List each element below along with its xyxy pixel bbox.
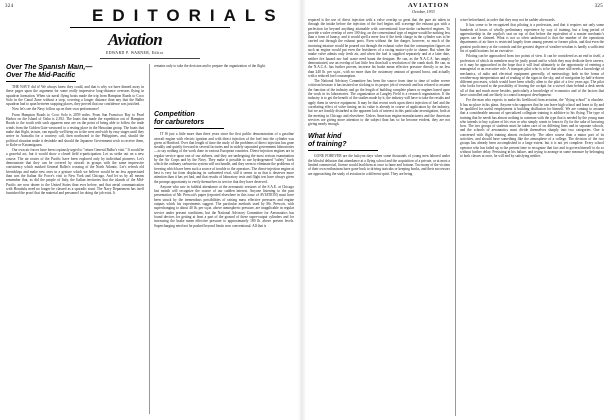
left-page — [0, 0, 300, 420]
paragraph: Anyone who saw in faithful attendance at the aeronautic sessions of the S.A.E. at Chicago last month will recognize the source of our sudden interest. Anyone listening to the past presentation of Mr. Prescott's paper (reported elsewhere in this issue of AVIATION) must have been struck by the tremendous possibilities of raising mass effective pressures and engine outputs which his experiments suggest. The particular methods used by Mr. Prescott, with superchanging to about 40 lb. per sq.in. above atmospheric pressure, are inapplicable in regular service under present conditions, but the National Advisory Committee for Aeronautics has found devices for getting at least a part of the ground of these super-output cylinders and for increasing the brake mean effective pressure to approximately 180 lb. above present levels. Supercharging need not be pushed beyond limits now conventional. All that is — [154, 184, 294, 228]
page-number: 325 — [594, 4, 603, 9]
paragraph: wiser beforehand, in order that they may not be sadder afterwards. — [460, 18, 556, 22]
left-column-1 — [6, 64, 144, 416]
right-column-1 — [308, 18, 450, 416]
running-head: AVIATION — [408, 2, 450, 9]
paragraph: Our own air forces have been copiously urged to "return General Balbo's visit." It would be a graceful act, but it would show a closed field a-participation. Let us strike out on a new course. The air routes of the Pacific have been explored only by individual pioneers. Let's demonstrate that they can be covered by aircraft in groups with the same impressive consistency which marked General Balbo's crossing of the North Atlantic. Let's refresh old friendships and make new ones in a gesture which we believe would be no less appreciated than was the Italian Air Force's visit to New York and Chicago. And let us by all means remember that, as did the people of Italy, the Italian territories that the islands of the Mid-Pacific are now dearer to the United States than ever before, and that aerial communication with Honolulu need no longer be classed as a sporadic stunt. The Navy Department has itself furnished the proof that the material and personnel for doing the job exist. It — [6, 148, 144, 196]
paragraph: GONE FOREVER are the halcyon days when some thousands of young men labored under the blissful delusion that attendance at a flying school and the acquisition of a private, or at most a limited commercial, license would lead them at once to fame and fortune. Too many of the victims of their own enthusiasm have gone back to driving taxicabs or keeping books, and their successors are approaching the study of aviation in a different spirit. They are being — [308, 154, 450, 176]
column-divider — [149, 64, 150, 414]
headline-rule — [6, 81, 76, 82]
column-divider — [455, 18, 456, 416]
editor-credit: EDWARD P. WARNER, Editor — [106, 51, 164, 55]
headline-rule — [154, 128, 224, 129]
paragraph: IT IS just a little more than three years since the first public demonstration of a gasoline aircraft engine with electric ignition and with direct injection of the fuel into the cylinder was given at Hartford. Over that length of time the study of the problems of direct injection has gone steadily and quietly forward in several factories and in widely separated government laboratories—to say nothing of the work done in various European countries. Direct-injection engines are in regular service upon one of our airlines, and they are undergoing the most serious examination by the Air Corps and by the Navy. They make it possible to use hydrogenated "safety" fuels which the ordinary carburetor system will not handle, and they seem to eliminate the problems of freezing which have been such a source of trouble to the operators. The direct-injection engine at best is very far from displacing its carbureted rival, still it seems to us that it deserves more attention than it has yet had, and that results of laboratory tests and flight test have always given the prompt opportunity to verify themselves in service that they have deserved. — [154, 132, 294, 184]
left-column-2 — [154, 64, 294, 416]
article-headline: Over The Spanish Main,— Over The Mid-Pacific — [6, 64, 93, 79]
right-column-2 — [460, 18, 604, 416]
paragraph: Now let's see the Navy follow up on their own performance! — [12, 107, 100, 112]
page-number: 324 — [5, 4, 14, 9]
paragraph: The National Advisory Committee has been the source from time to time of rather severe criticism because it has insisted on sticking to its proper job of research and has refused to assume the function of the industry and go the length of building complete planes or engines based upon the work in its laboratories. The organization at Langley Field is a research organization. If the industry is to get the benefit of the studies made by it, the industry will have to take the results and apply them in service equipment. It may be that recent work upon direct injection of fuel and the correlating effect of valve timing on its value is already in course of application by the industry, but we are frankly disturbed at the apparent lack of interest in this particular investigation, both at the meeting in Chicago and elsewhere. Unless American engine manufacturers and the American services are giving more attention to the subject than has so far become evident, they are not giving nearly enough. — [308, 79, 450, 127]
paragraph: Piloting can be approached from two points of view. It can be considered as an end in itself, a profession of which its members may be justly proud and to which they may dedicate their careers, or it may be approached in the hope that it will lead ultimately to the opportunity of entering a managerial or an executive role. A transport pilot who is to be that alone still needs a knowledge of mechanics, of radio and electrical equipment generally, of meteorology both in the forms of weather-map interpretation and of reading of the signs in the sky, and of navigation by half-a-dozen different processes, which would have been wholly alien to the pilot of a few years ago. The pilot who looks forward to the possibility of leaving the cockpit for a swivel chair behind a desk needs all of that and much more besides, particularly a knowledge of economics and of the factors that have controlled and are likely to control transport development. — [460, 54, 604, 98]
paragraph: For the man who expects to make his livelihood from aviation, the "flying school" is obsolete. It has no place in his plans. Anyone who supposes that he can leave high school and learn to fly and be qualified for useful employment is building disillusion for himself. We are coming to assume that a considerable amount of specialized collegiate training is additive to his flying. The type of training that he needs has almost nothing in common with the type that is needed by the young man who intends to buy a plane of his own or who simply wants to learn to fly for the sake of knowing how. The two groups of students must be taken care of on differing lines and in separate schools, and the schools of aeronautics must divide themselves sharply into two categories. One is concerned with flight training almost exclusively. The other course than a minor part of its activities, and should have something like the atmosphere of a college. The division of the two groups has already been accomplished to a large extent, but it is not yet complete. Every school operator who has failed up to the present time to recognize that fact and to govern himself to do so without further delay. Persisting in his failure, and trying to arrange in some measure by belonging to both classes at once, he will end by satisfying neither. — [460, 98, 604, 159]
aviation-logo: Aviation — [108, 30, 163, 49]
article-headline: What kind of training? — [308, 133, 347, 149]
paragraph: required is the use of direct injection with a valve overlap so great that the pure air taken in through the intake before the injection of the fuel begins will scavenge the exhaust gas with a perfection far beyond anything attainable with conventional four-stroke carbureted engines. To provide a valve overlap of over 100 deg. on the conventional type of engine would be nothing less than a form of lunacy, and it would spell a mere loss if the fresh charge in the cylinder was to be carried out through the exhaust ports. Even without the fire danger, however, so much of the incoming mixture would be poured out through the exhaust valve that the consumption figures on such an engine would put even the lavishness of a racing motor-cycle to shame. But when the intake valve admits only fresh air, and when the fuel is supplied separately and at a later date, neither fire hazard nor fuel waste need haunt the designer. He can, as the N.A.C.A. has amply demonstrated, use an overlap of last little less than half a revolution of the crank shaft. He can, as the N.A.C.A. has further proven, increase his brake mean effective pressure directly to no less than 240 lb. per sq.in., with no more than the customary amount of ground boost, and actually with a reduced fuel consumption. — [308, 18, 450, 78]
masthead-rule-lower — [100, 58, 200, 59]
paragraph: THE NAVY did it! We always knew they could, and that is why we have dinned away in these pages upon the argument for some really impressive long-distance overseas flying in squadron formation. When six naval flying boats made the trip from Hampton Roads to Coco Solo in the Canal Zone without a stop, covering a longer distance than any that the Balbo squadron had to span between stopping places, they proved that our confidence was justified. — [6, 85, 144, 107]
headline-rule — [308, 150, 378, 151]
paragraph: remains only to take the decision and to prepare the organization of the flight. — [154, 64, 266, 68]
masthead-rule — [70, 27, 230, 28]
issue-date: October, 1933 — [412, 9, 435, 14]
paragraph: From Hampton Roads to Coco Solo is 2059 miles. From San Francisco Bay to Pearl Harbor on the Island of Oahu is 2,392. The boats that made the expedition out of Hampton Roads to the south with such apparent ease are on the point of being able to follow the trade winds from the Golden Gate westward to a resting place in the Hawaiian group. The boats that make that flight, in turn, can equally well keep on to the west and with by easy stages until they arrive in Australia for a courtesy call, then northward to the Philippines, and, should the political situation make it desirable and should the Japanese Government wish to receive them, to Kobe or Kasumigaura. — [6, 112, 144, 147]
right-page — [304, 0, 608, 420]
section-title: EDITORIALS — [92, 6, 285, 25]
article-headline: Competition for carburetors — [154, 111, 205, 127]
paragraph: It has come to be recognized that piloting is a profession, and that it requires not only some hundreds of hours of wholly preliminary experience by way of training, but a long period of apprenticeship in the copilot's seat on top of that before the equivalent of a master mechanic's papers can be claimed. What is not so often understood is that the number of the operations departments of air lines is restricted largely from among present or former pilots, and that even the greatest proficiency at the controls and the greatest degree of weather-wisdom is hardly a sufficient list of qualifications for an executive. — [460, 23, 604, 54]
